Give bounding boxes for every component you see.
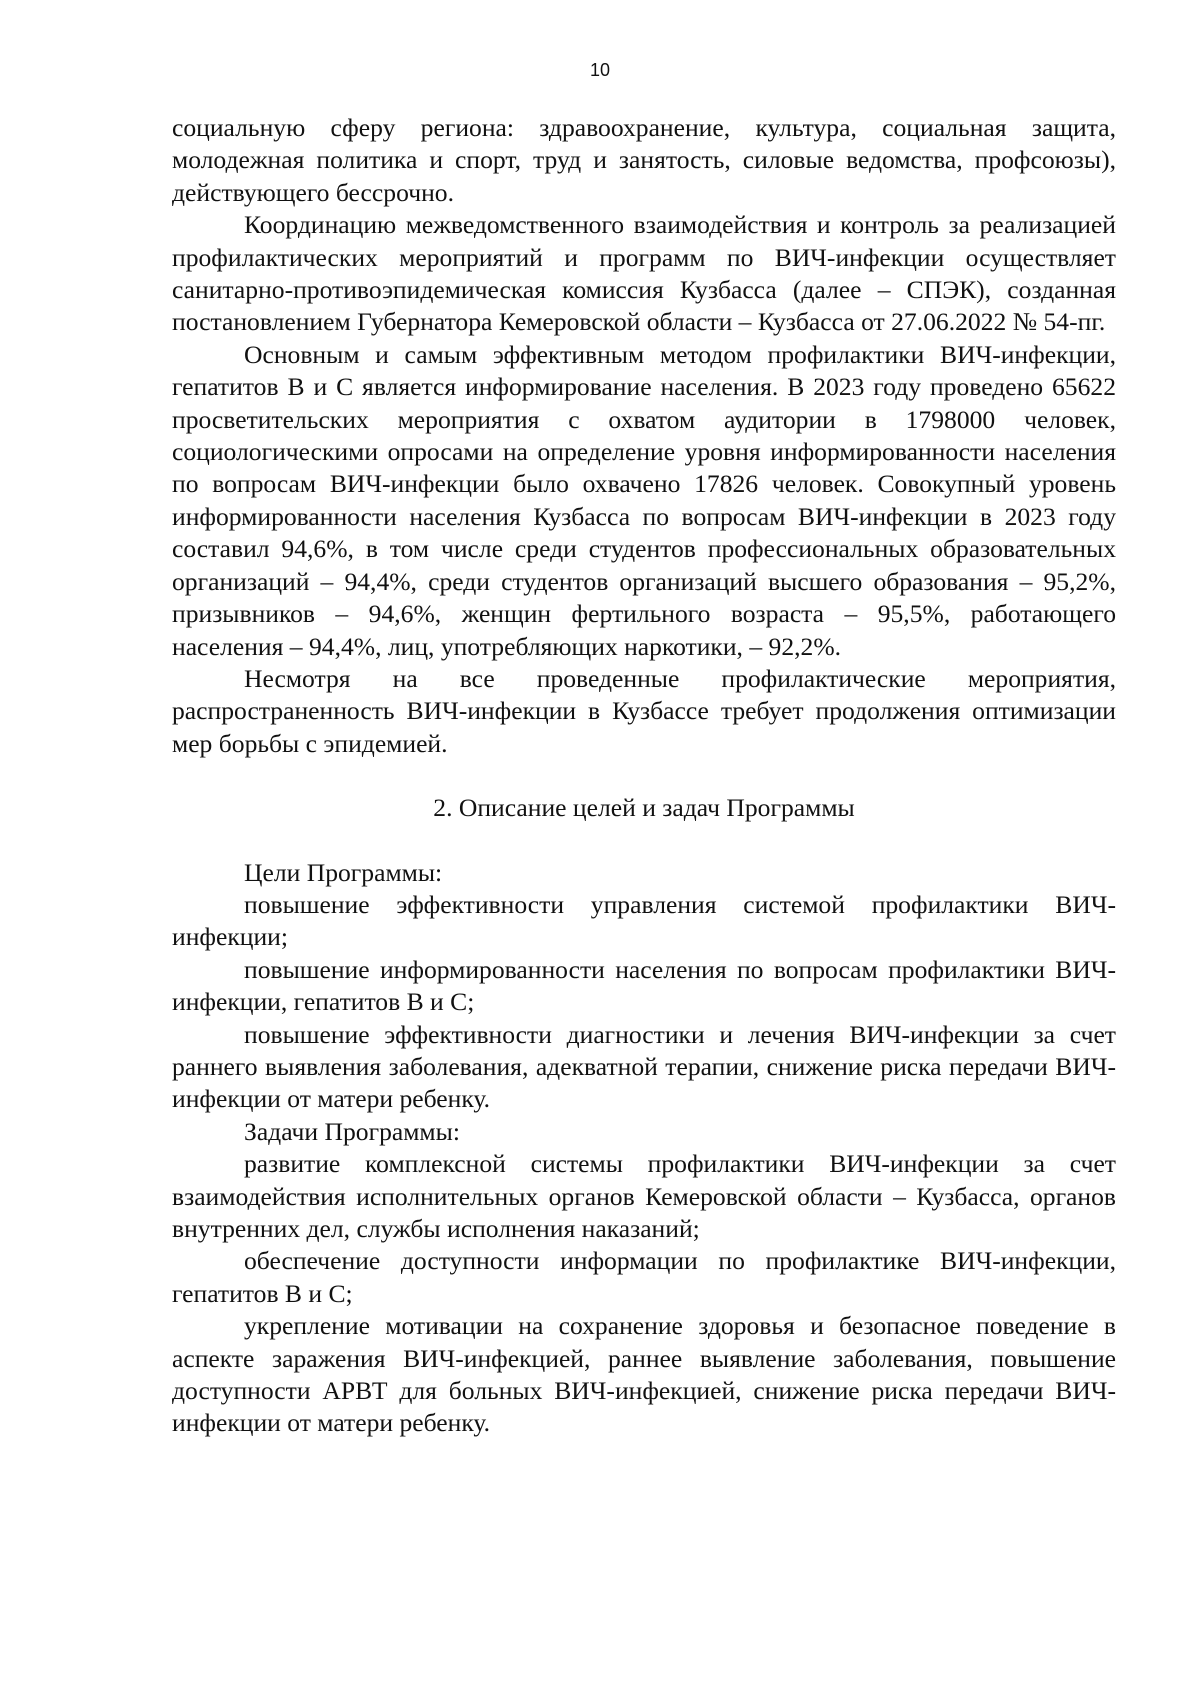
goal-item: повышение эффективности управления системой профилактики ВИЧ-инфекции;	[172, 889, 1116, 952]
goals-label: Цели Программы:	[244, 857, 443, 887]
tasks-label: Задачи Программы:	[244, 1116, 460, 1146]
task-item: развитие комплексной системы профилактики ВИЧ-инфекции за счет взаимодействия исполнительных органов Кемеровской области – Кузбасса, органов внутренних дел, службы исполнения наказаний;	[172, 1149, 1116, 1243]
task-item: укрепление мотивации на сохранение здоровья и безопасное поведение в аспекте заражения ВИЧ-инфекцией, раннее выявление заболевания, повышение доступности АРВТ для больных ВИЧ-инфекцией, снижение риска передачи ВИЧ-инфекции от матери ребенку.	[172, 1311, 1116, 1438]
paragraph-informing: Основным и самым эффективным методом профилактики ВИЧ-инфекции, гепатитов B и C является информирование населения. В 2023 году проведено 65622 просветительских мероприятия с охватом аудитории в 1798000 человек, социологическими опросами на определение уровня информированности населения по вопросам ВИЧ-инфекции было охвачено 17826 человек. Совокупный уровень информированности населения Кузбасса по вопросам ВИЧ-инфекции в 2023 году составил 94,6%, в том числе среди студентов профессиональных образовательных организаций – 94,4%, среди студентов организаций высшего образования – 95,2%, призывников – 94,6%, женщин фертильного возраста – 95,5%, работающего населения – 94,4%, лиц, употребляющих наркотики, – 92,2%.	[172, 339, 1116, 661]
task-item: обеспечение доступности информации по профилактике ВИЧ-инфекции, гепатитов B и C;	[172, 1246, 1116, 1308]
document-body	[172, 112, 1116, 1440]
paragraph-coordination: Координацию межведомственного взаимодействия и контроль за реализацией профилактических мероприятий и программ по ВИЧ-инфекции осуществляет санитарно-противоэпидемическая комиссия Кузбасса (далее – СПЭК), созданная постановлением Губернатора Кемеровской области – Кузбасса от 27.06.2022 № 54-пг.	[172, 210, 1116, 337]
goal-item: повышение информированности населения по вопросам профилактики ВИЧ-инфекции, гепатитов B и C;	[172, 954, 1116, 1017]
section-heading: 2. Описание целей и задач Программы	[433, 793, 855, 823]
paragraph-prevalence: Несмотря на все проведенные профилактические мероприятия, распространенность ВИЧ-инфекции в Кузбассе требует продолжения оптимизации мер борьбы с эпидемией.	[172, 663, 1116, 758]
page-number: 10	[589, 60, 611, 80]
paragraph-continuation: социальную сферу региона: здравоохранение, культура, социальная защита, молодежная политика и спорт, труд и занятость, силовые ведомства, профсоюзы), действующего бессрочно.	[172, 113, 1116, 207]
goal-item: повышение эффективности диагностики и лечения ВИЧ-инфекции за счет раннего выявления заболевания, адекватной терапии, снижение риска передачи ВИЧ-инфекции от матери ребенку.	[172, 1019, 1116, 1114]
